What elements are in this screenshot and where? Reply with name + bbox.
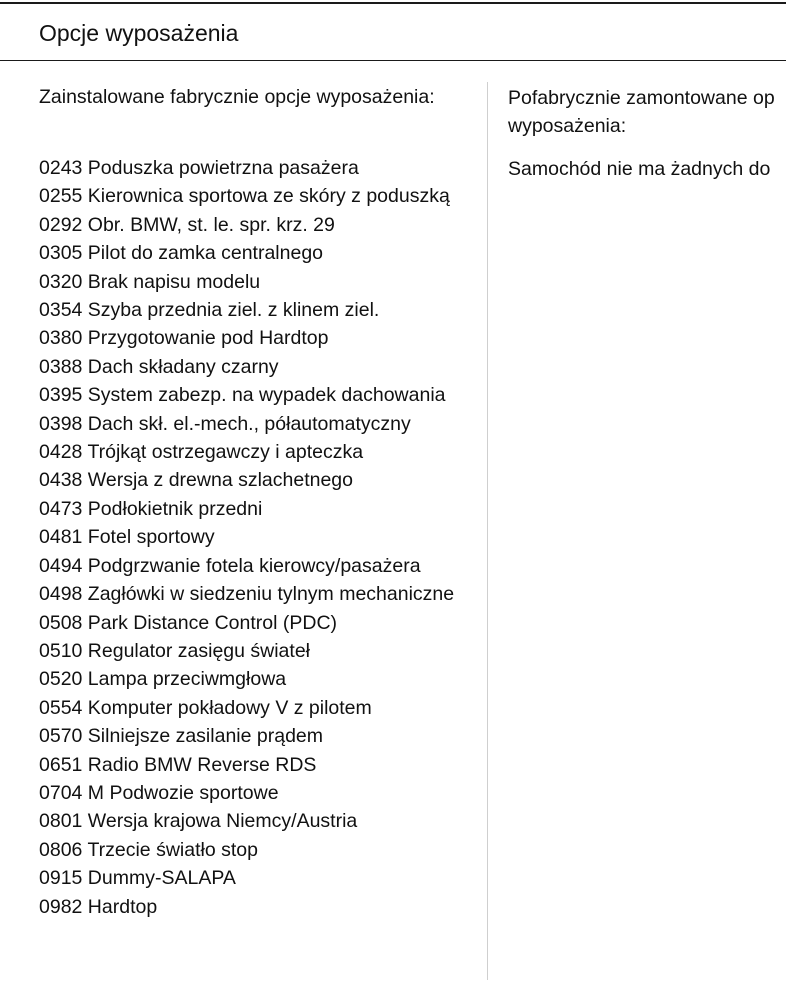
column-divider — [487, 82, 488, 980]
option-item: 0438 Wersja z drewna szlachetnego — [39, 469, 353, 492]
option-item: 0570 Silniejsze zasilanie prądem — [39, 725, 323, 748]
option-item: 0494 Podgrzwanie fotela kierowcy/pasażera — [39, 554, 421, 577]
option-item: 0806 Trzecie światło stop — [39, 838, 258, 861]
option-item: 0498 Zagłówki w siedzeniu tylnym mechaniczne — [39, 583, 455, 606]
option-item: 0915 Dummy-SALAPA — [39, 867, 236, 890]
factory-options-list — [39, 154, 479, 921]
option-item: 0398 Dach skł. el.-mech., półautomatyczny — [39, 412, 411, 435]
aftermarket-options-heading — [508, 84, 786, 141]
option-item: 0380 Przygotowanie pod Hardtop — [39, 327, 329, 350]
option-item: 0520 Lampa przeciwmgłowa — [39, 668, 287, 691]
aftermarket-options-text: Samochód nie ma żadnych do — [508, 157, 771, 180]
option-item: 0243 Poduszka powietrzna pasażera — [39, 157, 359, 179]
option-item: 0428 Trójkąt ostrzegawczy i apteczka — [39, 441, 364, 464]
option-item: 0651 Radio BMW Reverse RDS — [39, 753, 317, 776]
option-item: 0305 Pilot do zamka centralnego — [39, 242, 324, 265]
page-title: Opcje wyposażenia — [39, 20, 239, 46]
option-item: 0388 Dach składany czarny — [39, 355, 279, 378]
option-item: 0292 Obr. BMW, st. le. spr. krz. 29 — [39, 213, 335, 236]
option-item: 0982 Hardtop — [39, 895, 158, 918]
option-item: 0395 System zabezp. na wypadek dachowania — [39, 384, 446, 407]
aftermarket-heading-line-2: wyposażenia: — [508, 115, 627, 138]
aftermarket-options-column — [508, 84, 786, 183]
aftermarket-heading-line-1: Pofabrycznie zamontowane op — [508, 87, 775, 109]
option-item: 0510 Regulator zasięgu świateł — [39, 639, 311, 662]
factory-options-column — [39, 84, 479, 921]
option-item: 0320 Brak napisu modelu — [39, 270, 261, 293]
option-item: 0554 Komputer pokładowy V z pilotem — [39, 696, 372, 719]
option-item: 0354 Szyba przednia ziel. z klinem ziel. — [39, 299, 380, 322]
option-item: 0508 Park Distance Control (PDC) — [39, 611, 338, 634]
option-item: 0481 Fotel sportowy — [39, 526, 215, 549]
top-rule — [0, 2, 786, 4]
option-item: 0801 Wersja krajowa Niemcy/Austria — [39, 810, 358, 833]
factory-options-heading: Zainstalowane fabrycznie opcje wyposażenia: — [39, 86, 435, 108]
option-item: 0473 Podłokietnik przedni — [39, 497, 263, 520]
header-divider — [0, 60, 786, 61]
option-item: 0255 Kierownica sportowa ze skóry z poduszką — [39, 185, 450, 208]
option-item: 0704 M Podwozie sportowe — [39, 781, 279, 804]
